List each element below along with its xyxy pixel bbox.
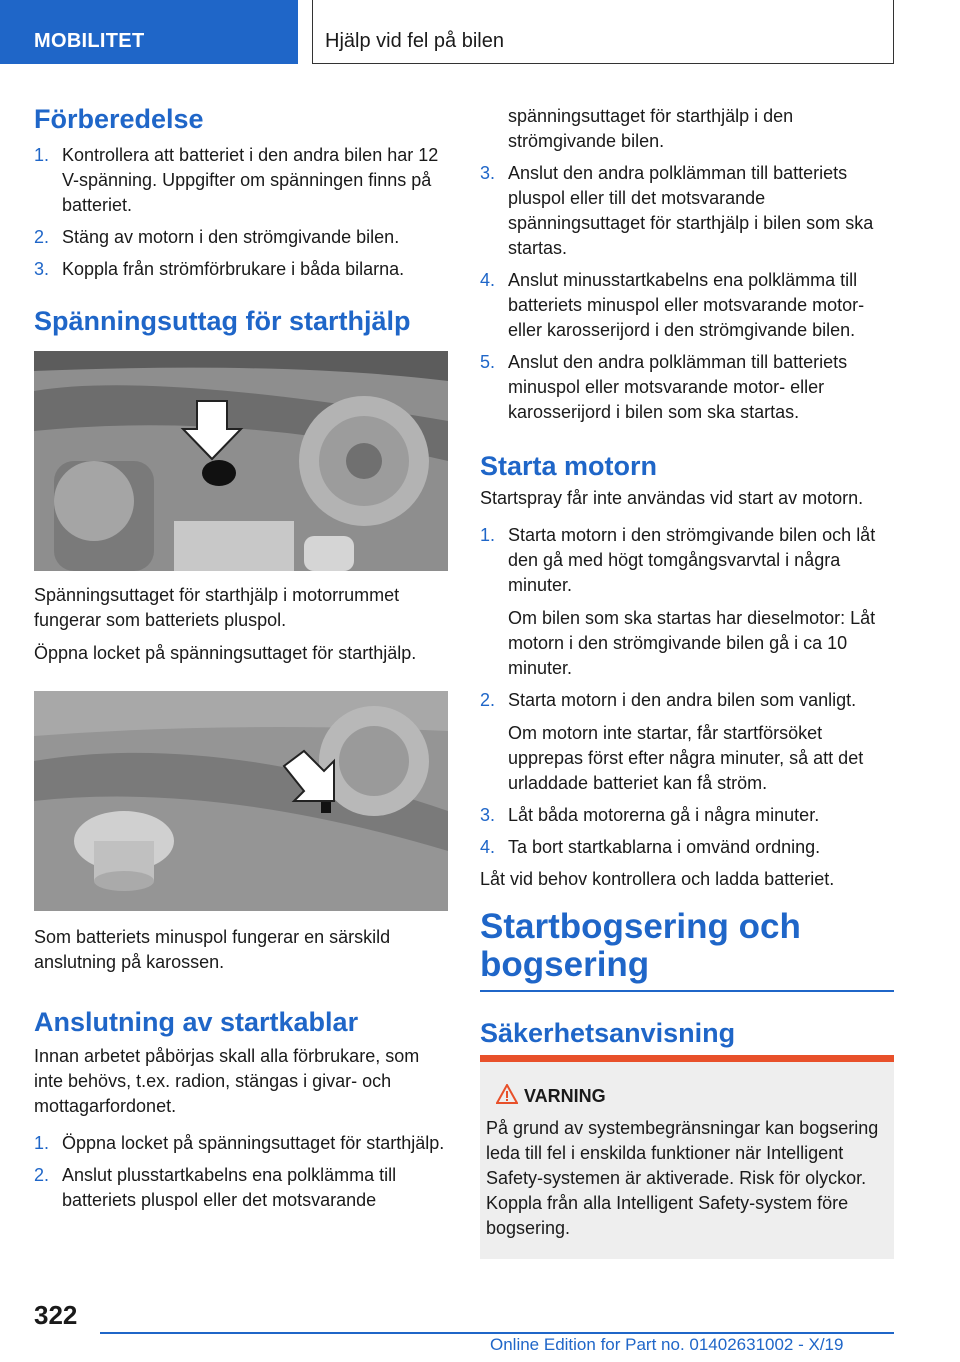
list-number: 2. — [480, 690, 496, 710]
cables-intro: Innan arbetet påbörjas skall alla förbrukare, som inte behövs, t.ex. radion, stängas i givar- och mottagarfordonet. — [34, 1046, 420, 1116]
photo-caption: Öppna locket på spänningsuttaget för starthjälp. — [34, 643, 417, 663]
chapter-title: Hjälp vid fel på bilen — [325, 30, 504, 52]
list-item — [34, 225, 448, 250]
warning-icon — [496, 1084, 518, 1109]
list-text: Starta motorn i den strömgivande bilen och låt den gå med högt tomgångsvarvtal i några minuter. — [508, 525, 876, 595]
socket-heading: Spänningsuttag för starthjälp — [34, 306, 411, 336]
footer-rule — [100, 1332, 894, 1334]
list-item — [34, 257, 448, 282]
continued-text: spänningsuttaget för starthjälp i den strömgivande bilen. — [508, 106, 794, 151]
list-number: 1. — [480, 525, 496, 545]
list-text: Anslut den andra polklämman till batteriets pluspol eller till det motsvarande spänningsuttaget för starthjälp i bilen som ska startas. — [508, 163, 874, 258]
list-item — [34, 143, 448, 218]
list-item — [480, 803, 894, 828]
list-number: 3. — [480, 805, 496, 825]
warning-label: VARNING — [524, 1086, 606, 1106]
list-text: Anslut den andra polklämman till batteriets minuspol eller motsvarande motor- eller karosserijord i bilen som ska startas. — [508, 352, 848, 422]
list-number: 5. — [480, 352, 496, 372]
list-number: 1. — [34, 1133, 50, 1153]
list-item — [34, 1163, 448, 1213]
list-number: 4. — [480, 837, 496, 857]
list-item — [480, 523, 894, 598]
list-item — [480, 161, 894, 261]
list-item — [480, 268, 894, 343]
list-number: 4. — [480, 270, 496, 290]
left-column — [34, 104, 448, 337]
list-item — [34, 1131, 448, 1156]
page-number: 322 — [34, 1300, 78, 1330]
section-tab — [0, 0, 298, 64]
right-column — [480, 104, 894, 892]
tow-section — [480, 908, 894, 1049]
cables-heading: Anslutning av startkablar — [34, 1007, 359, 1037]
list-item — [480, 835, 894, 860]
list-text: Kontrollera att batteriet i den andra bilen har 12 V-spänning. Uppgifter om spänningen finns på batteriet. — [62, 145, 439, 215]
left-column-lower — [34, 925, 448, 1213]
list-text: Ta bort startkablarna i omvänd ordning. — [508, 837, 821, 857]
safety-heading: Säkerhetsanvisning — [480, 1018, 736, 1048]
list-text: Koppla från strömförbrukare i båda bilarna. — [62, 259, 405, 279]
tow-heading-line1: Startbogsering och — [480, 907, 801, 946]
engine-bay-photo-1 — [34, 351, 448, 571]
list-number: 2. — [34, 227, 50, 247]
photo-caption: Spänningsuttaget för starthjälp i motorrummet fungerar som batteriets pluspol. — [34, 585, 400, 630]
start-heading: Starta motorn — [480, 451, 658, 481]
engine-bay-photo-2 — [34, 691, 448, 911]
list-text: Låt båda motorerna gå i några minuter. — [508, 805, 820, 825]
warning-text: På grund av systembegränsningar kan bogsering leda till fel i enskilda funktioner när Intelligent Safety-systemen är aktiverade. Risk för olyckor. Koppla från alla Intelligent Safety-system före bogsering. — [486, 1118, 879, 1238]
list-item — [480, 350, 894, 425]
start-intro: Startspray får inte användas vid start av motorn. — [480, 488, 864, 508]
list-text: Anslut plusstartkabelns ena polklämma till batteriets pluspol eller det motsvarande — [62, 1165, 397, 1210]
edition-text: Online Edition for Part no. 01402631002 - X/19 — [490, 1335, 844, 1354]
list-note: Om bilen som ska startas har dieselmotor: Låt motorn i den strömgivande bilen gå i ca 10 minuter. — [508, 608, 876, 678]
prep-heading: Förberedelse — [34, 104, 204, 134]
heading-rule — [480, 990, 894, 992]
start-outro: Låt vid behov kontrollera och ladda batteriet. — [480, 869, 835, 889]
left-column-mid — [34, 583, 448, 666]
list-text: Öppna locket på spänningsuttaget för starthjälp. — [62, 1133, 445, 1153]
tow-heading-line2: bogsering — [480, 945, 650, 984]
section-label: MOBILITET — [34, 30, 145, 52]
list-item — [480, 688, 894, 713]
list-note: Om motorn inte startar, får startförsöket upprepas först efter några minuter, så att det urladdade batteriet kan få ström. — [508, 723, 864, 793]
list-text: Starta motorn i den andra bilen som vanligt. — [508, 690, 857, 710]
list-number: 3. — [34, 259, 50, 279]
list-number: 1. — [34, 145, 50, 165]
photo-caption: Som batteriets minuspol fungerar en särskild anslutning på karossen. — [34, 927, 391, 972]
warning-box — [480, 1055, 894, 1259]
list-text: Anslut minusstartkabelns ena polklämma till batteriets minuspol eller motsvarande motor- eller karosserijord i den strömgivande bilen. — [508, 270, 865, 340]
chapter-header — [312, 0, 894, 64]
list-number: 3. — [480, 163, 496, 183]
list-text: Stäng av motorn i den strömgivande bilen. — [62, 227, 400, 247]
list-number: 2. — [34, 1165, 50, 1185]
